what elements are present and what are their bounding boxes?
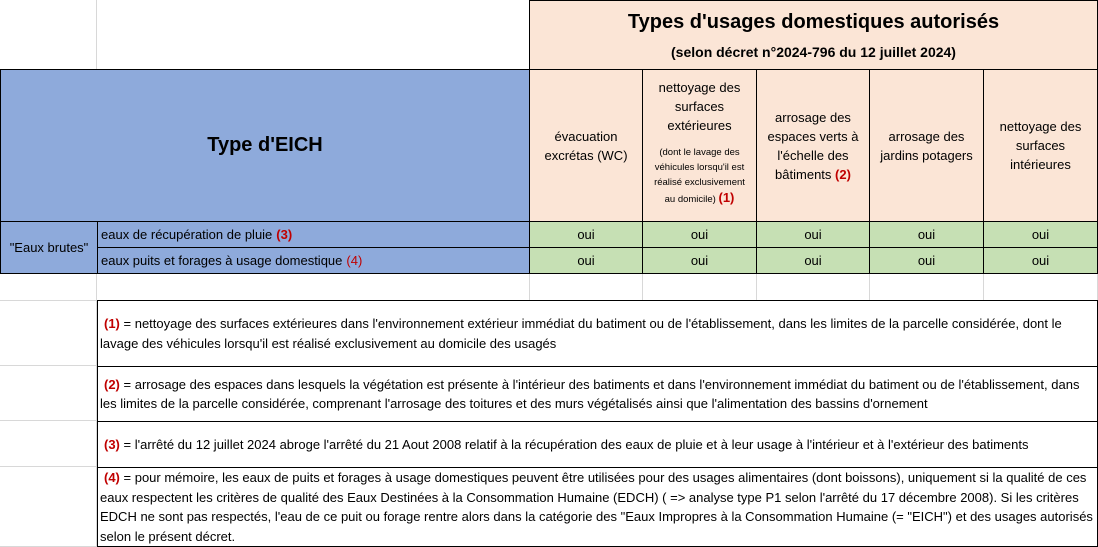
row-ref-3: (3): [276, 227, 293, 242]
cell-pluie-wc: [529, 221, 643, 248]
cell-pluie-nettoyage-ext: [642, 221, 757, 248]
empty-cell: [0, 300, 97, 366]
note-2: [97, 366, 1098, 422]
note-ref-2: (2): [104, 376, 120, 392]
cell-pluie-espaces-verts: [756, 221, 870, 248]
column-header-jardins: [869, 69, 984, 222]
column-label-nettoyage-int: nettoyage des surfaces intérieures: [999, 119, 1082, 172]
table-subtitle: (selon décret n°2024-796 du 12 juillet 2024): [671, 44, 956, 60]
column-header-espaces-verts: [756, 69, 870, 222]
cell-value: oui: [804, 253, 822, 268]
empty-cell-b1: [97, 0, 530, 70]
title-block: [529, 0, 1098, 70]
cell-value: oui: [917, 227, 936, 242]
note-ref-3: (3): [104, 436, 120, 452]
column-header-nettoyage-ext: [642, 69, 757, 222]
note-1-text: = nettoyage des surfaces extérieures dans l'environnement extérieur immédiat du batiment ou de l'établissement, dans les limites de la parcelle considérée, dont le lavage des véhicules lorsqu'il est réalisé exclusivement au domicile des usagés: [100, 316, 1062, 351]
cell-value: oui: [1031, 227, 1050, 242]
empty-cell: [0, 274, 97, 301]
cell-puits-nettoyage-int: [983, 247, 1098, 274]
note-4-text: = pour mémoire, les eaux de puits et forages à usage domestiques peuvent être utilisées pour des usages alimentaires (dont boissons), uniquement si la qualité de ces eaux respectent les critères de qualité des Eaux Destinées à la Consommation Humaine (EDCH) ( => analyse type P1 selon l'arrêté du 17 décembre 2008). Si les critères EDCH ne sont pas respectés, l'eau de ce puit ou forage rentre alors dans la catégorie des "Eaux Impropres à la Consommation Humaine (= "EICH") et des usages autorisés selon le présent décret.: [100, 470, 1093, 544]
group-label-eaux-brutes: [0, 221, 98, 274]
note-ref-1: (1): [104, 316, 120, 331]
column-label-wc: évacuation excrétas (WC): [544, 128, 628, 163]
empty-cell: [642, 274, 757, 301]
note-3-text: = l'arrêté du 12 juillet 2024 abroge l'arrêté du 21 Aout 2008 relatif à la récupération des eaux de pluie et à leur usage à l'intérieur et à l'extérieur des batiments: [123, 436, 1029, 452]
cell-value: oui: [1031, 253, 1050, 268]
column-label-jardins: arrosage des jardins potagers: [880, 128, 973, 163]
column-ref-2: (2): [835, 166, 851, 182]
empty-cell: [0, 421, 97, 467]
empty-cell: [0, 366, 97, 421]
empty-cell: [0, 467, 97, 547]
column-label-espaces-verts: arrosage des espaces verts à l'échelle des bâtiments: [767, 109, 859, 182]
type-eich-header: [0, 69, 530, 222]
note-3: [97, 421, 1098, 468]
column-label-nettoyage-ext: nettoyage des surfaces extérieures: [658, 80, 741, 133]
group-label-text: "Eaux brutes": [9, 240, 89, 255]
empty-cell: [983, 274, 1098, 301]
empty-cell-a1: [0, 0, 97, 70]
empty-cell: [756, 274, 870, 301]
cell-puits-jardins: [869, 247, 984, 274]
note-4: [97, 467, 1098, 547]
row-label-pluie: [97, 221, 530, 248]
cell-puits-nettoyage-ext: [642, 247, 757, 274]
note-ref-4: (4): [104, 470, 120, 485]
cell-value: oui: [577, 227, 595, 242]
type-eich-label: Type d'EICH: [207, 134, 323, 156]
cell-value: oui: [690, 253, 709, 268]
empty-cell: [869, 274, 984, 301]
row-label-pluie-text: eaux de récupération de pluie: [101, 227, 273, 242]
cell-puits-wc: [529, 247, 643, 274]
note-1: [97, 300, 1098, 367]
column-header-nettoyage-int: [983, 69, 1098, 222]
column-header-wc: [529, 69, 643, 222]
cell-value: oui: [917, 253, 936, 268]
empty-cell: [97, 274, 530, 301]
cell-value: oui: [577, 253, 595, 268]
empty-cell: [529, 274, 643, 301]
row-ref-4: (4): [346, 253, 363, 268]
cell-value: oui: [690, 227, 709, 242]
row-label-puits: [97, 247, 530, 274]
table-title: Types d'usages domestiques autorisés: [627, 11, 1000, 33]
column-ref-1: (1): [718, 190, 735, 205]
note-2-text: = arrosage des espaces dans lesquels la végétation est présente à l'intérieur des batiments et dans l'environnement immédiat du batiment ou de l'établissement, dans les limites de la parcelle considérée, comprenant l'arrosage des toitures et des murs végétalisés ainsi que l'alimentation des bassins d'ornement: [100, 376, 1080, 411]
cell-pluie-nettoyage-int: [983, 221, 1098, 248]
cell-puits-espaces-verts: [756, 247, 870, 274]
column-sub-nettoyage-ext: (dont le lavage des véhicules lorsqu'il est réalisé exclusivement au domicile): [654, 147, 745, 205]
cell-value: oui: [804, 227, 822, 242]
cell-pluie-jardins: [869, 221, 984, 248]
row-label-puits-text: eaux puits et forages à usage domestique: [101, 253, 343, 268]
